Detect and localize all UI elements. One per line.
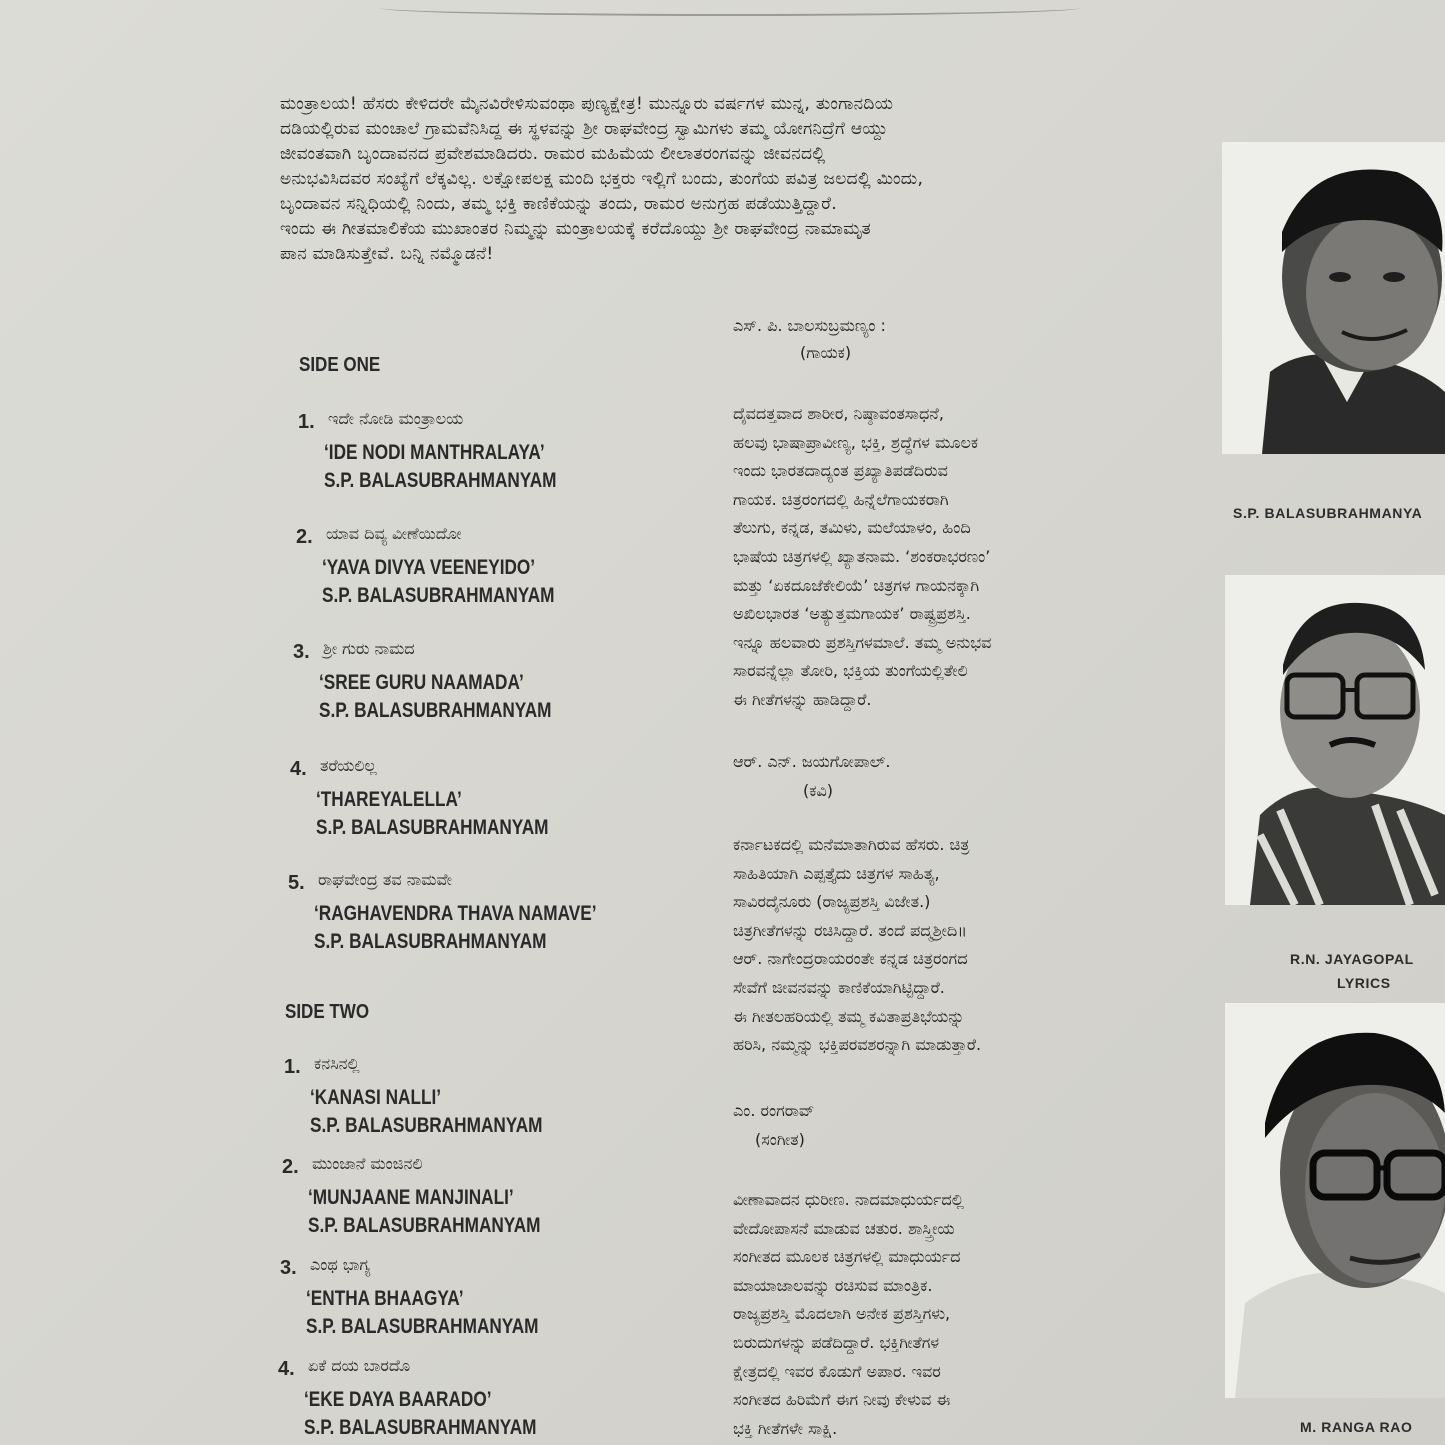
bio-line: ದೈವದತ್ತವಾದ ಶಾರೀರ, ನಿಷ್ಠಾವಂತಸಾಧನೆ, (733, 404, 944, 423)
bio-line: ಚಿತ್ರಗೀತೆಗಳನ್ನು ರಚಿಸಿದ್ದಾರೆ. ತಂದೆ ಪದ್ಮಶ್ರೀದಿ॥ (733, 920, 967, 940)
track-kannada-title: ತರೆಯಲಿಲ್ಲ (320, 756, 377, 775)
bio-line: ಗಾಯಕ. ಚಿತ್ರರಂಗದಲ್ಲಿ ಹಿನ್ನೆಲೆಗಾಯಕರಾಗಿ (733, 489, 949, 509)
track-number: 4. (290, 758, 307, 780)
bio-composer-name: ಎಂ. ರಂಗರಾವ್ (733, 1101, 815, 1120)
bio-lyricist-name: ಆರ್. ಎನ್. ಜಯಗೋಪಾಲ್. (733, 752, 891, 771)
intro-line: ಇಂದು ಈ ಗೀತಮಾಲಿಕೆಯ ಮುಖಾಂತರ ನಿಮ್ಮನ್ನು ಮಂತ್ರಾಲಯಕ್ಕೆ ಕರೆದೊಯ್ದು ಶ್ರೀ ರಾಘವೇಂದ್ರ ನಾಮಾಮೃತ (280, 219, 871, 239)
bio-line: ಸಾಹಿತಿಯಾಗಿ ಎಪ್ಪತ್ತೈದು ಚಿತ್ರಗಳ ಸಾಹಿತ್ಯ, (733, 863, 940, 883)
bio-line: ಭಾಷೆಯ ಚಿತ್ರಗಳಲ್ಲಿ ಖ್ಯಾತನಾಮ. ‘ಶಂಕರಾಭರಣಂ’ (733, 546, 991, 566)
side-one-heading: SIDE ONE (299, 354, 381, 376)
bio-line: ಕರ್ನಾಟಕದಲ್ಲಿ ಮನೆಮಾತಾಗಿರುವ ಹೆಸರು. ಚಿತ್ರ (733, 835, 970, 854)
track-title: ‘SREE GURU NAAMADA’ (319, 671, 524, 694)
track-artist: S.P. BALASUBRAHMANYAM (314, 930, 547, 953)
intro-paragraph (280, 92, 1160, 267)
track-number: 2. (296, 526, 313, 548)
track-number: 1. (298, 411, 315, 433)
bio-line: ಇನ್ನೂ ಹಲವಾರು ಪ್ರಶಸ್ತಿಗಳಮಾಲೆ. ತಮ್ಮ ಅನುಭವ (733, 632, 992, 652)
track-title: ‘YAVA DIVYA VEENEYIDO’ (322, 556, 536, 579)
intro-line: ಬೃಂದಾವನ ಸನ್ನಿಧಿಯಲ್ಲಿ ನಿಂದು, ತಮ್ಮ ಭಕ್ತಿ ಕಾಣಿಕೆಯನ್ನು ತಂದು, ರಾಮರ ಅನುಗ್ರಹ ಪಡೆಯುತ್ತಿದ್ದಾರೆ. (280, 194, 837, 214)
track-artist: S.P. BALASUBRAHMANYAM (308, 1214, 541, 1237)
composer-caption: M. RANGA RAO (1300, 1419, 1413, 1435)
bio-line: ವೀಣಾವಾದನ ಧುರೀಣ. ನಾದಮಾಧುರ್ಯದಲ್ಲಿ (733, 1190, 964, 1209)
bio-line: ಸಂಗೀತದ ಮೂಲಕ ಚಿತ್ರಗಳಲ್ಲಿ ಮಾಧುರ್ಯದ (733, 1247, 961, 1267)
bio-line: ಈ ಗೀತೆಗಳನ್ನು ಹಾಡಿದ್ದಾರೆ. (733, 689, 872, 709)
bio-line: ಇಂದು ಭಾರತದಾದ್ಯಂತ ಪ್ರಖ್ಯಾತಿಪಡೆದಿರುವ (733, 461, 948, 481)
bio-line: ಸಂಗೀತದ ಹಿರಿಮೆಗೆ ಈಗ ನೀವು ಕೇಳುವ ಈ (733, 1390, 951, 1410)
bio-line: ಬಿರುದುಗಳನ್ನು ಪಡೆದಿದ್ದಾರೆ. ಭಕ್ತಿಗೀತೆಗಳ (733, 1332, 940, 1352)
track-title: ‘EKE DAYA BAARADO’ (304, 1388, 492, 1411)
track-kannada-title: ರಾಘವೇಂದ್ರ ತವ ನಾಮವೇ (318, 870, 452, 889)
track-title: ‘RAGHAVENDRA THAVA NAMAVE’ (314, 902, 597, 925)
bio-line: ರಾಜ್ಯಪ್ರಶಸ್ತಿ ಮೊದಲಾಗಿ ಅನೇಕ ಪ್ರಶಸ್ತಿಗಳು, (733, 1304, 951, 1324)
intro-line: ದಡಿಯಲ್ಲಿರುವ ಮಂಚಾಲೆ ಗ್ರಾಮವೆನಿಸಿದ್ದ ಈ ಸ್ಥಳವನ್ನು ಶ್ರೀ ರಾಘವೇಂದ್ರ ಸ್ವಾಮಿಗಳು ತಮ್ಮ ಯೋಗನಿದ್ರೆಗೆ ಆಯ್ದು (280, 119, 888, 139)
bio-line: ಸಾವಿರದೈನೂರು (ರಾಜ್ಯಪ್ರಶಸ್ತಿ ವಿಜೇತ.) (733, 892, 931, 912)
bio-line: ತೆಲುಗು, ಕನ್ನಡ, ತಮಿಳು, ಮಲೆಯಾಳಂ, ಹಿಂದಿ (733, 518, 971, 538)
sleeve-top-edge (380, 0, 1080, 16)
bio-lyricist-role: (ಕವಿ) (803, 781, 834, 800)
track-kannada-title: ಏಕೆ ದಯ ಬಾರದೊ (308, 1356, 411, 1375)
bio-line: ಭಕ್ತಿ ಗೀತೆಗಳೇ ಸಾಕ್ಷಿ. (733, 1418, 838, 1438)
track-title: ‘THAREYALELLA’ (316, 788, 462, 811)
bio-line: ಹರಿಸಿ, ನಮ್ಮನ್ನು ಭಕ್ತಿಪರವಶರನ್ನಾಗಿ ಮಾಡುತ್ತಾರೆ. (733, 1035, 982, 1055)
bio-singer-role: (ಗಾಯಕ) (800, 343, 852, 362)
track-kannada-title: ಎಂಥ ಭಾಗ್ಯ (310, 1255, 371, 1274)
bio-line: ಈ ಗೀತಲಹರಿಯಲ್ಲಿ ತಮ್ಮ ಕವಿತಾಪ್ರತಿಭೆಯನ್ನು (733, 1006, 965, 1026)
track-title: ‘MUNJAANE MANJINALI’ (308, 1186, 514, 1209)
bio-lyricist-text (733, 831, 1153, 1060)
track-artist: S.P. BALASUBRAHMANYAM (322, 584, 555, 607)
bio-line: ಅಖಿಲಭಾರತ ‘ಅತ್ಯುತ್ತಮಗಾಯಕ’ ರಾಷ್ಟ್ರಪ್ರಶಸ್ತಿ. (733, 604, 971, 624)
track-number: 5. (288, 872, 305, 894)
track-kannada-title: ಯಾವ ದಿವ್ಯ ವೀಣೆಯಿದೋ (326, 524, 462, 543)
lyricist-caption: R.N. JAYAGOPAL (1290, 951, 1414, 967)
intro-line: ಮಂತ್ರಾಲಯ! ಹೆಸರು ಕೇಳಿದರೇ ಮೈನವಿರೇಳಿಸುವಂಥಾ ಪುಣ್ಯಕ್ಷೇತ್ರ! ಮುನ್ನೂರು ವರ್ಷಗಳ ಮುನ್ನ, ತುಂಗಾನದಿಯ (280, 94, 894, 114)
intro-line: ಪಾನ ಮಾಡಿಸುತ್ತೇವೆ. ಬನ್ನಿ ನಮ್ಮೊಡನೆ! (280, 244, 494, 264)
track-kannada-title: ಇದೇ ನೋಡಿ ಮಂತ್ರಾಲಯ (328, 409, 464, 428)
track-title: ‘ENTHA BHAAGYA’ (306, 1287, 464, 1310)
track-artist: S.P. BALASUBRAHMANYAM (310, 1114, 543, 1137)
bio-line: ಮಾಯಾಜಾಲವನ್ನು ರಚಿಸುವ ಮಾಂತ್ರಿಕ. (733, 1275, 933, 1295)
track-kannada-title: ಮುಂಜಾನೆ ಮಂಜಿನಲಿ (312, 1154, 423, 1173)
intro-line: ಜೀವಂತವಾಗಿ ಬೃಂದಾವನದ ಪ್ರವೇಶಮಾಡಿದರು. ರಾಮರ ಮಹಿಮೆಯ ಲೀಲಾತರಂಗವನ್ನು ಜೀವನದಲ್ಲಿ (280, 144, 826, 164)
bio-line: ಸೇವೆಗೆ ಜೀವನವನ್ನು ಕಾಣಿಕೆಯಾಗಿಟ್ಟಿದ್ದಾರೆ. (733, 977, 945, 997)
track-artist: S.P. BALASUBRAHMANYAM (316, 816, 549, 839)
bio-line: ಆರ್. ನಾಗೇಂದ್ರರಾಯರಂತೇ ಕನ್ನಡ ಚಿತ್ರರಂಗದ (733, 949, 968, 969)
bio-line: ವೇದೋಪಾಸನೆ ಮಾಡುವ ಚತುರ. ಶಾಸ್ತ್ರೀಯ (733, 1218, 955, 1238)
singer-portrait (1222, 142, 1445, 454)
track-artist: S.P. BALASUBRAHMANYAM (324, 469, 557, 492)
composer-portrait (1225, 1003, 1445, 1398)
bio-line: ಸಾರವನ್ನೆಲ್ಲಾ ತೋರಿ, ಭಕ್ತಿಯ ತುಂಗೆಯಲ್ಲಿತೇಲಿ (733, 661, 968, 681)
bio-line: ಮತ್ತು ‘ಏಕದೂಜೆಕೇಲಿಯೆ’ ಚಿತ್ರಗಳ ಗಾಯನಕ್ಕಾಗಿ (733, 575, 980, 595)
track-title: ‘IDE NODI MANTHRALAYA’ (324, 441, 545, 464)
track-number: 4. (278, 1358, 295, 1380)
track-number: 2. (282, 1156, 299, 1178)
bio-singer-name: ಎಸ್. ಪಿ. ಬಾಲಸುಬ್ರಮಣ್ಯಂ : (733, 316, 886, 335)
track-number: 1. (284, 1056, 301, 1078)
bio-singer-text (733, 400, 1153, 715)
side-two-heading: SIDE TWO (285, 1001, 370, 1023)
track-kannada-title: ಶ್ರೀ ಗುರು ನಾಮದ (323, 639, 415, 658)
bio-composer-text (733, 1186, 1153, 1443)
track-number: 3. (280, 1257, 297, 1279)
track-kannada-title: ಕನಸಿನಲ್ಲಿ (314, 1054, 360, 1073)
bio-composer-role: (ಸಂಗೀತ) (755, 1130, 805, 1149)
lyricist-role-caption: LYRICS (1337, 975, 1391, 991)
intro-line: ಅನುಭವಿಸಿದವರ ಸಂಖ್ಯೆಗೆ ಲೆಕ್ಕವಿಲ್ಲ. ಲಕ್ಷೋಪಲಕ್ಷ ಮಂದಿ ಭಕ್ತರು ಇಲ್ಲಿಗೆ ಬಂದು, ತುಂಗೆಯ ಪವಿತ್ರ ಜಲದಲ್ಲಿ ಮಿಂದು, (280, 169, 924, 189)
track-artist: S.P. BALASUBRAHMANYAM (304, 1416, 537, 1439)
bio-line: ಕ್ಷೇತ್ರದಲ್ಲಿ ಇವರ ಕೊಡುಗೆ ಅಪಾರ. ಇವರ (733, 1361, 941, 1381)
track-artist: S.P. BALASUBRAHMANYAM (306, 1315, 539, 1338)
singer-caption: S.P. BALASUBRAHMANYA (1233, 505, 1423, 521)
bio-line: ಹಲವು ಭಾಷಾಪ್ರಾವೀಣ್ಯ, ಭಕ್ತಿ, ಶ್ರದ್ಧೆಗಳ ಮೂಲಕ (733, 432, 979, 452)
track-number: 3. (293, 641, 310, 663)
lyricist-portrait (1225, 575, 1445, 905)
track-title: ‘KANASI NALLI’ (310, 1086, 442, 1109)
track-artist: S.P. BALASUBRAHMANYAM (319, 699, 552, 722)
